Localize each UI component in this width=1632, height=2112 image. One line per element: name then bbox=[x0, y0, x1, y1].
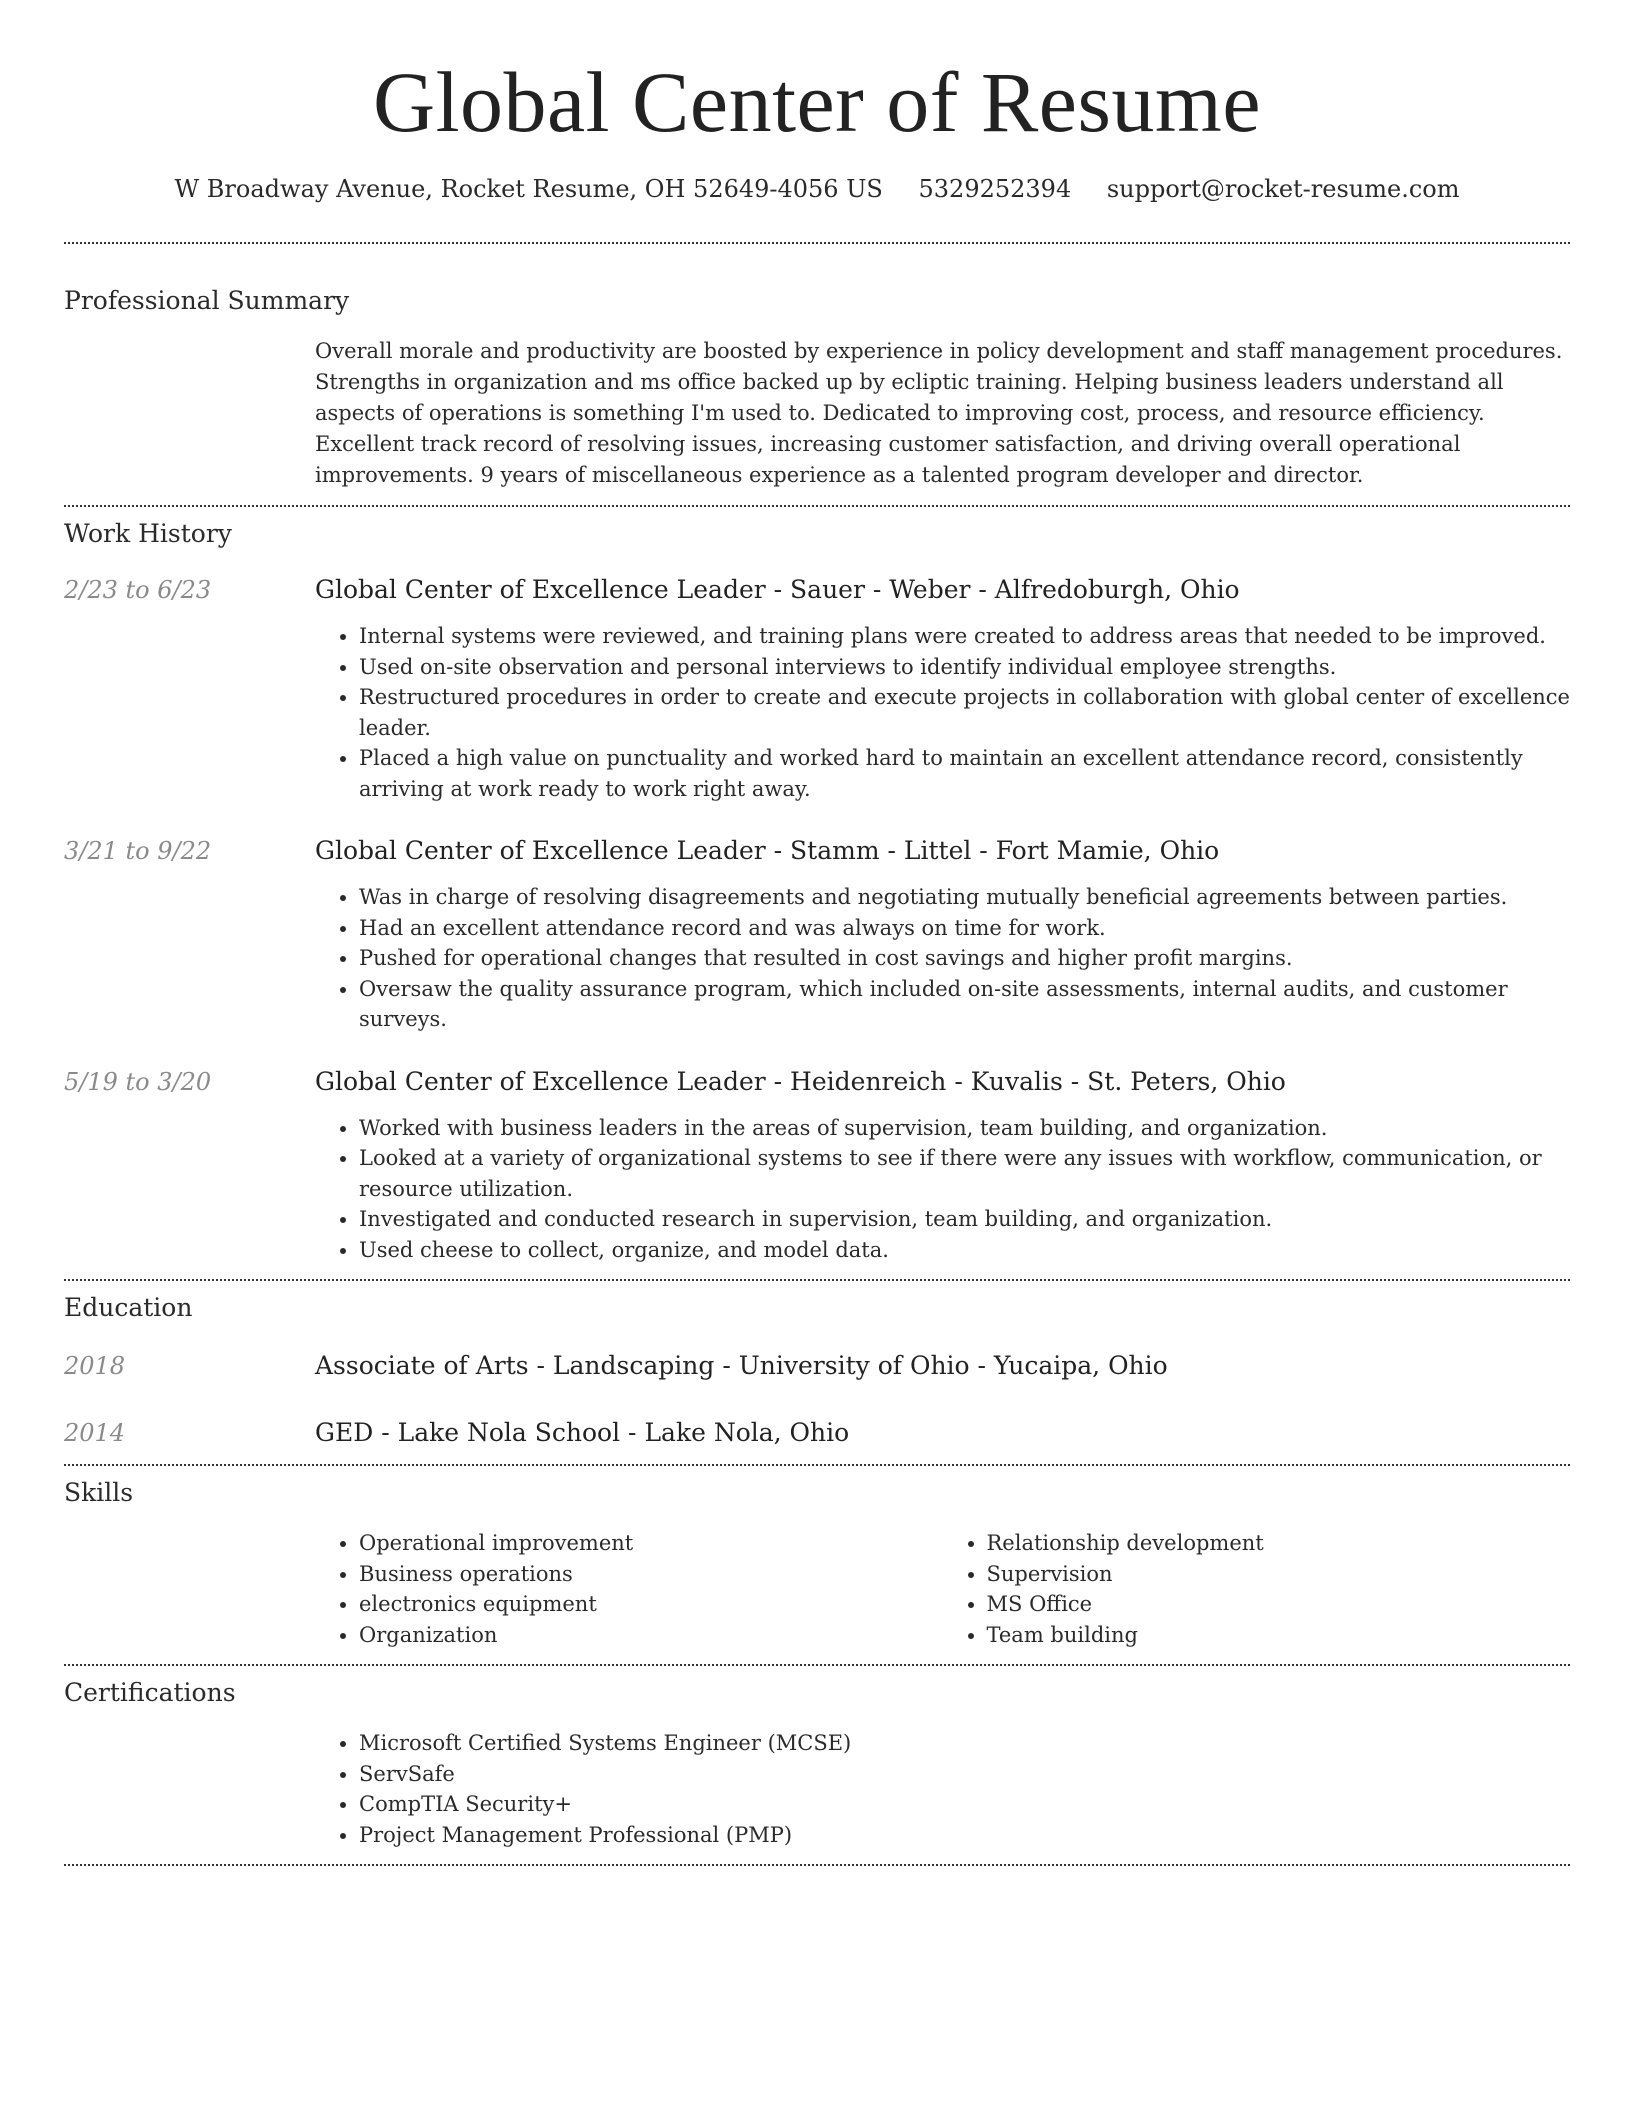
list-item: • Used cheese to collect, organize, and model data. bbox=[359, 1235, 1570, 1266]
summary-text: Overall morale and productivity are boosted by experience in policy development and staff management procedures. Strengths in organization and ms office backed up by ecliptic training. Helping business leaders understand all aspects of operations is something I'm used to. Dedicated to improving cost, process, and resource efficiency. Excellent track record of resolving issues, increasing customer satisfaction, and driving overall operational improvements. 9 years of miscellaneous experience as a talented program developer and director. bbox=[315, 339, 1563, 487]
certifications-heading: Certifications bbox=[64, 1678, 236, 1707]
summary-section bbox=[64, 284, 1570, 491]
list-item: • Pushed for operational changes that resulted in cost savings and higher profit margins. bbox=[359, 943, 1570, 974]
job-title: Global Center of Excellence Leader - Sauer - Weber - Alfredoburgh, Ohio bbox=[315, 575, 1240, 604]
list-item: • Microsoft Certified Systems Engineer (MCSE) bbox=[359, 1728, 1570, 1759]
list-item: • Looked at a variety of organizational systems to see if there were any issues with workflow, communication, or resource utilization. bbox=[359, 1143, 1570, 1204]
divider bbox=[64, 1464, 1570, 1466]
list-item: • Relationship development bbox=[987, 1528, 1571, 1559]
list-item: • Used on-site observation and personal interviews to identify individual employee strengths. bbox=[359, 652, 1570, 683]
education-entry bbox=[64, 1349, 1570, 1383]
contact-line bbox=[64, 172, 1570, 206]
list-item: • MS Office bbox=[987, 1589, 1571, 1620]
job-entry bbox=[64, 573, 1570, 804]
list-item: • electronics equipment bbox=[359, 1589, 943, 1620]
list-item: • Investigated and conducted research in supervision, team building, and organization. bbox=[359, 1204, 1570, 1235]
resume-name: Global Center of Resume bbox=[372, 54, 1261, 150]
education-degree: GED - Lake Nola School - Lake Nola, Ohio bbox=[315, 1418, 850, 1447]
divider bbox=[64, 1279, 1570, 1281]
list-item: • Was in charge of resolving disagreements and negotiating mutually beneficial agreements between parties. bbox=[359, 882, 1570, 913]
list-item: • CompTIA Security+ bbox=[359, 1789, 1570, 1820]
contact-email: support@rocket-resume.com bbox=[1106, 175, 1460, 203]
job-bullets bbox=[315, 1113, 1570, 1266]
education-entry bbox=[64, 1416, 1570, 1450]
list-item: • ServSafe bbox=[359, 1759, 1570, 1790]
job-dates: 3/21 to 9/22 bbox=[64, 837, 212, 865]
divider bbox=[64, 1664, 1570, 1666]
education-year: 2014 bbox=[64, 1419, 126, 1447]
list-item: • Project Management Professional (PMP) bbox=[359, 1820, 1570, 1851]
certifications-list bbox=[315, 1728, 1570, 1850]
list-item: • Worked with business leaders in the areas of supervision, team building, and organization. bbox=[359, 1113, 1570, 1144]
skills-section bbox=[64, 1476, 1570, 1650]
list-item: • Operational improvement bbox=[359, 1528, 943, 1559]
work-section bbox=[64, 517, 1570, 1265]
divider bbox=[64, 242, 1570, 244]
divider bbox=[64, 505, 1570, 507]
list-item: • Placed a high value on punctuality and worked hard to maintain an excellent attendance record, consistently arriving at work ready to work right away. bbox=[359, 743, 1570, 804]
work-heading: Work History bbox=[64, 519, 232, 548]
list-item: • Supervision bbox=[987, 1559, 1571, 1590]
education-year: 2018 bbox=[64, 1352, 126, 1380]
divider bbox=[64, 1864, 1570, 1866]
list-item: • Oversaw the quality assurance program, which included on-site assessments, internal audits, and customer surveys. bbox=[359, 974, 1570, 1035]
job-title: Global Center of Excellence Leader - Stamm - Littel - Fort Mamie, Ohio bbox=[315, 836, 1220, 865]
skills-list-right bbox=[943, 1528, 1571, 1650]
job-bullets bbox=[315, 621, 1570, 804]
resume-page bbox=[64, 0, 1570, 1866]
skills-heading: Skills bbox=[64, 1478, 134, 1507]
list-item: • Internal systems were reviewed, and training plans were created to address areas that needed to be improved. bbox=[359, 621, 1570, 652]
job-dates: 2/23 to 6/23 bbox=[64, 576, 212, 604]
education-degree: Associate of Arts - Landscaping - University of Ohio - Yucaipa, Ohio bbox=[315, 1351, 1168, 1380]
education-heading: Education bbox=[64, 1293, 193, 1322]
list-item: • Organization bbox=[359, 1620, 943, 1651]
job-entry bbox=[64, 1065, 1570, 1266]
list-item: • Had an excellent attendance record and was always on time for work. bbox=[359, 913, 1570, 944]
list-item: • Business operations bbox=[359, 1559, 943, 1590]
summary-heading: Professional Summary bbox=[64, 286, 350, 315]
contact-address: W Broadway Avenue, Rocket Resume, OH 52649-4056 US bbox=[174, 175, 883, 203]
certifications-section bbox=[64, 1676, 1570, 1850]
list-item: • Restructured procedures in order to create and execute projects in collaboration with global center of excellence leader. bbox=[359, 682, 1570, 743]
education-section bbox=[64, 1291, 1570, 1450]
skills-list-left bbox=[315, 1528, 943, 1650]
contact-phone: 5329252394 bbox=[918, 175, 1072, 203]
job-title: Global Center of Excellence Leader - Heidenreich - Kuvalis - St. Peters, Ohio bbox=[315, 1066, 1286, 1096]
job-bullets bbox=[315, 882, 1570, 1035]
job-entry bbox=[64, 834, 1570, 1035]
list-item: • Team building bbox=[987, 1620, 1571, 1651]
job-dates: 5/19 to 3/20 bbox=[64, 1067, 212, 1096]
